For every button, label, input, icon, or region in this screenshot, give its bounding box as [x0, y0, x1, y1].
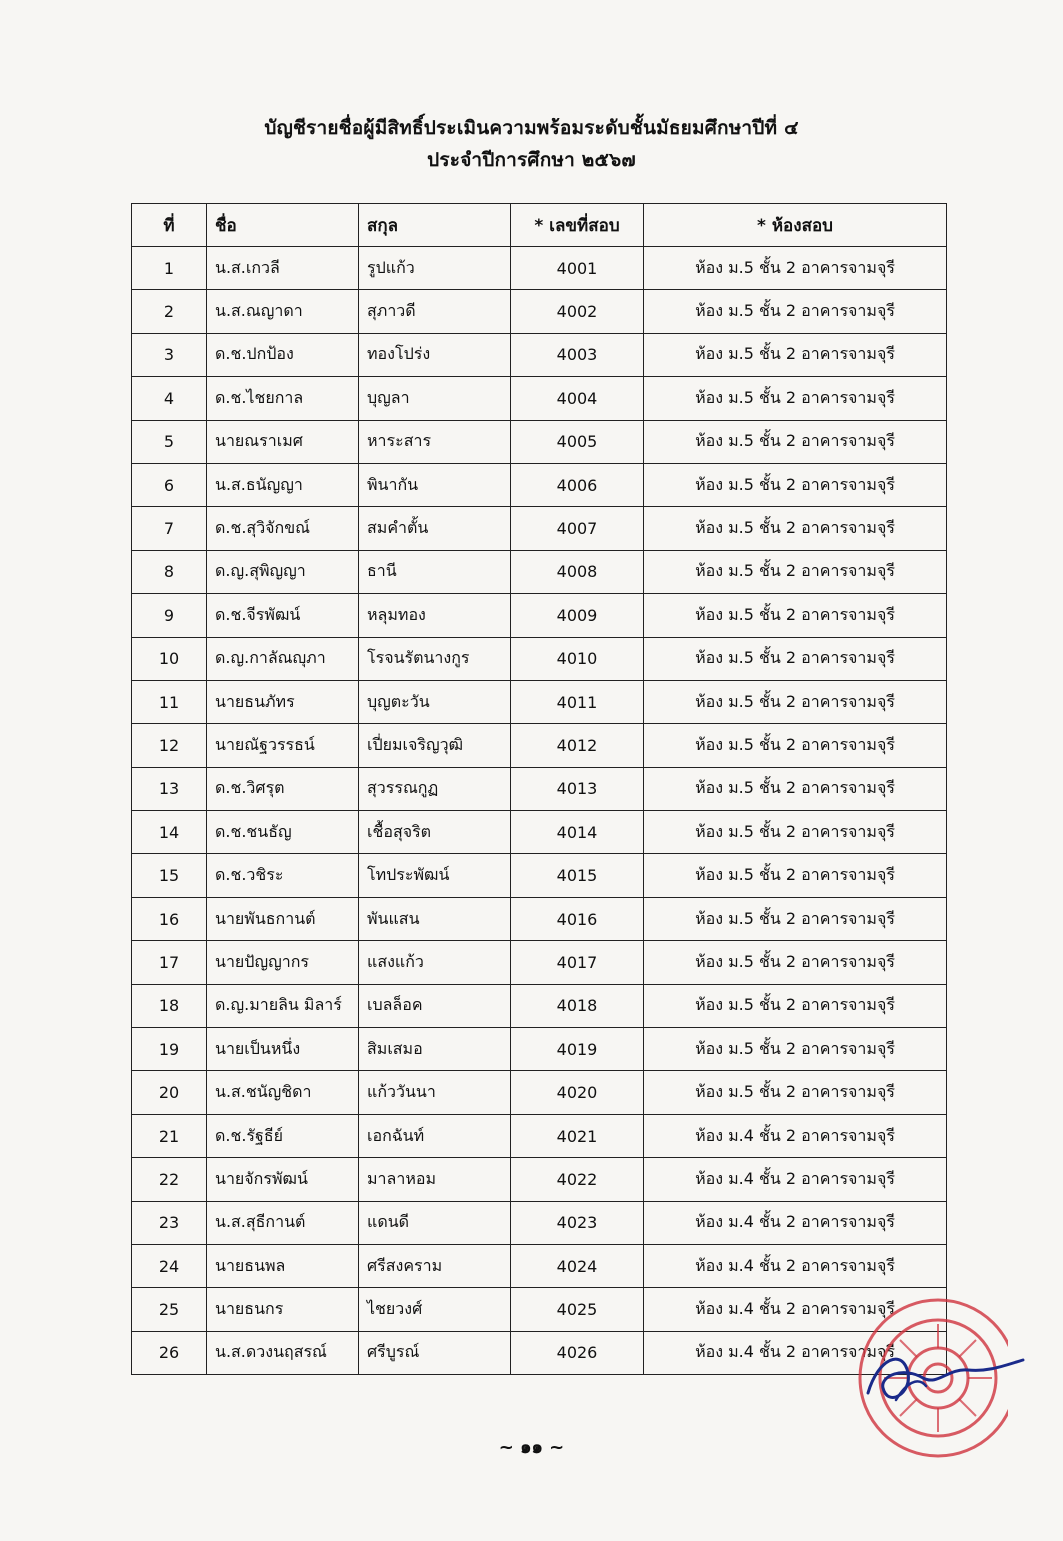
cell-exam-id: 4011 — [511, 680, 644, 723]
cell-exam-id: 4006 — [511, 463, 644, 506]
cell-exam-room: ห้อง ม.4 ชั้น 2 อาคารจามจุรี — [644, 1114, 947, 1157]
cell-no: 16 — [132, 897, 207, 940]
cell-exam-room: ห้อง ม.5 ชั้น 2 อาคารจามจุรี — [644, 333, 947, 376]
cell-last-name: พินากัน — [359, 463, 511, 506]
page-number: ~ ๑๑ ~ — [498, 1437, 565, 1458]
cell-exam-room: ห้อง ม.5 ชั้น 2 อาคารจามจุรี — [644, 767, 947, 810]
cell-last-name: สุวรรณกูฏ — [359, 767, 511, 810]
table-row — [132, 1331, 947, 1374]
cell-exam-id: 4014 — [511, 811, 644, 854]
cell-first-name: ด.ช.รัฐธีย์ — [207, 1114, 359, 1157]
cell-last-name: โทประพัฒน์ — [359, 854, 511, 897]
table-row — [132, 1028, 947, 1071]
cell-exam-room: ห้อง ม.5 ชั้น 2 อาคารจามจุรี — [644, 1028, 947, 1071]
document-subtitle: ประจำปีการศึกษา ๒๕๖๗ — [427, 149, 636, 171]
cell-exam-id: 4018 — [511, 984, 644, 1027]
cell-exam-room: ห้อง ม.4 ชั้น 2 อาคารจามจุรี — [644, 1244, 947, 1287]
cell-exam-room: ห้อง ม.5 ชั้น 2 อาคารจามจุรี — [644, 420, 947, 463]
cell-no: 26 — [132, 1331, 207, 1374]
cell-first-name: นายเป็นหนึ่ง — [207, 1028, 359, 1071]
cell-last-name: สิมเสมอ — [359, 1028, 511, 1071]
cell-exam-id: 4022 — [511, 1158, 644, 1201]
table-row — [132, 507, 947, 550]
cell-exam-room: ห้อง ม.5 ชั้น 2 อาคารจามจุรี — [644, 463, 947, 506]
cell-exam-room: ห้อง ม.4 ชั้น 2 อาคารจามจุรี — [644, 1158, 947, 1201]
cell-last-name: รูปแก้ว — [359, 247, 511, 290]
table-row — [132, 767, 947, 810]
cell-no: 14 — [132, 811, 207, 854]
header-no: ที่ — [132, 204, 207, 247]
table-row — [132, 854, 947, 897]
roster-table — [131, 203, 947, 1375]
cell-exam-room: ห้อง ม.5 ชั้น 2 อาคารจามจุรี — [644, 594, 947, 637]
cell-last-name: สุภาวดี — [359, 290, 511, 333]
roster-body — [132, 247, 947, 1375]
cell-exam-room: ห้อง ม.5 ชั้น 2 อาคารจามจุรี — [644, 637, 947, 680]
cell-no: 19 — [132, 1028, 207, 1071]
cell-exam-id: 4017 — [511, 941, 644, 984]
document-title: บัญชีรายชื่อผู้มีสิทธิ์ประเมินความพร้อมระดับชั้นมัธยมศึกษาปีที่ ๔ — [264, 117, 799, 139]
cell-no: 10 — [132, 637, 207, 680]
cell-no: 17 — [132, 941, 207, 984]
cell-first-name: นายธนพล — [207, 1244, 359, 1287]
cell-exam-room: ห้อง ม.5 ชั้น 2 อาคารจามจุรี — [644, 550, 947, 593]
cell-first-name: ด.ช.ไชยกาล — [207, 377, 359, 420]
cell-last-name: เอกฉันท์ — [359, 1114, 511, 1157]
table-row — [132, 637, 947, 680]
cell-first-name: นายธนภัทร — [207, 680, 359, 723]
cell-exam-room: ห้อง ม.4 ชั้น 2 อาคารจามจุรี — [644, 1288, 947, 1331]
cell-exam-id: 4019 — [511, 1028, 644, 1071]
table-row — [132, 550, 947, 593]
cell-first-name: ด.ช.วชิระ — [207, 854, 359, 897]
cell-no: 7 — [132, 507, 207, 550]
cell-no: 21 — [132, 1114, 207, 1157]
table-row — [132, 1288, 947, 1331]
cell-no: 18 — [132, 984, 207, 1027]
cell-last-name: บุญตะวัน — [359, 680, 511, 723]
cell-exam-room: ห้อง ม.5 ชั้น 2 อาคารจามจุรี — [644, 1071, 947, 1114]
cell-exam-room: ห้อง ม.5 ชั้น 2 อาคารจามจุรี — [644, 897, 947, 940]
cell-exam-id: 4023 — [511, 1201, 644, 1244]
cell-no: 24 — [132, 1244, 207, 1287]
cell-first-name: ด.ช.สุวิจักขณ์ — [207, 507, 359, 550]
cell-first-name: น.ส.สุธีกานต์ — [207, 1201, 359, 1244]
cell-first-name: นายพันธกานต์ — [207, 897, 359, 940]
cell-last-name: ทองโปร่ง — [359, 333, 511, 376]
header-exam-room: * ห้องสอบ — [644, 204, 947, 247]
table-row — [132, 811, 947, 854]
table-row — [132, 594, 947, 637]
cell-no: 11 — [132, 680, 207, 723]
cell-no: 25 — [132, 1288, 207, 1331]
cell-first-name: ด.ญ.มายลิน มิลาร์ — [207, 984, 359, 1027]
cell-last-name: แดนดี — [359, 1201, 511, 1244]
cell-no: 8 — [132, 550, 207, 593]
cell-last-name: เปี่ยมเจริญวุฒิ — [359, 724, 511, 767]
cell-exam-id: 4009 — [511, 594, 644, 637]
cell-exam-room: ห้อง ม.5 ชั้น 2 อาคารจามจุรี — [644, 290, 947, 333]
cell-first-name: นายปัญญากร — [207, 941, 359, 984]
cell-exam-id: 4007 — [511, 507, 644, 550]
table-header-row — [132, 204, 947, 247]
cell-exam-room: ห้อง ม.5 ชั้น 2 อาคารจามจุรี — [644, 811, 947, 854]
cell-exam-id: 4024 — [511, 1244, 644, 1287]
cell-no: 12 — [132, 724, 207, 767]
cell-last-name: หลุมทอง — [359, 594, 511, 637]
table-row — [132, 1114, 947, 1157]
table-row — [132, 1244, 947, 1287]
cell-first-name: น.ส.ดวงนฤสรณ์ — [207, 1331, 359, 1374]
table-row — [132, 984, 947, 1027]
cell-exam-id: 4021 — [511, 1114, 644, 1157]
table-row — [132, 1201, 947, 1244]
header-first-name: ชื่อ — [207, 204, 359, 247]
cell-last-name: ศรีสงคราม — [359, 1244, 511, 1287]
cell-exam-id: 4025 — [511, 1288, 644, 1331]
cell-first-name: นายธนกร — [207, 1288, 359, 1331]
cell-no: 20 — [132, 1071, 207, 1114]
header-exam-id: * เลขที่สอบ — [511, 204, 644, 247]
cell-no: 13 — [132, 767, 207, 810]
cell-exam-room: ห้อง ม.4 ชั้น 2 อาคารจามจุรี — [644, 1201, 947, 1244]
cell-last-name: สมคำตั้น — [359, 507, 511, 550]
cell-last-name: พันแสน — [359, 897, 511, 940]
cell-exam-id: 4004 — [511, 377, 644, 420]
cell-exam-room: ห้อง ม.4 ชั้น 2 อาคารจามจุรี — [644, 1331, 947, 1374]
cell-last-name: หาระสาร — [359, 420, 511, 463]
table-row — [132, 1071, 947, 1114]
cell-no: 4 — [132, 377, 207, 420]
cell-exam-room: ห้อง ม.5 ชั้น 2 อาคารจามจุรี — [644, 680, 947, 723]
cell-no: 1 — [132, 247, 207, 290]
cell-no: 6 — [132, 463, 207, 506]
cell-first-name: นายณราเมศ — [207, 420, 359, 463]
table-row — [132, 333, 947, 376]
header-last-name: สกุล — [359, 204, 511, 247]
cell-exam-id: 4002 — [511, 290, 644, 333]
cell-first-name: น.ส.ชนัญชิดา — [207, 1071, 359, 1114]
cell-exam-room: ห้อง ม.5 ชั้น 2 อาคารจามจุรี — [644, 724, 947, 767]
table-row — [132, 463, 947, 506]
cell-last-name: แสงแก้ว — [359, 941, 511, 984]
cell-first-name: ด.ญ.สุพิญญา — [207, 550, 359, 593]
cell-first-name: น.ส.เกวลี — [207, 247, 359, 290]
cell-no: 5 — [132, 420, 207, 463]
cell-no: 9 — [132, 594, 207, 637]
cell-first-name: ด.ญ.กาลัณญุภา — [207, 637, 359, 680]
cell-exam-id: 4008 — [511, 550, 644, 593]
table-row — [132, 941, 947, 984]
cell-last-name: เชื้อสุจริต — [359, 811, 511, 854]
cell-exam-room: ห้อง ม.5 ชั้น 2 อาคารจามจุรี — [644, 854, 947, 897]
cell-exam-id: 4016 — [511, 897, 644, 940]
cell-exam-id: 4010 — [511, 637, 644, 680]
cell-exam-room: ห้อง ม.5 ชั้น 2 อาคารจามจุรี — [644, 941, 947, 984]
cell-last-name: โรจนรัตนางกูร — [359, 637, 511, 680]
cell-last-name: มาลาหอม — [359, 1158, 511, 1201]
cell-exam-room: ห้อง ม.5 ชั้น 2 อาคารจามจุรี — [644, 507, 947, 550]
cell-first-name: น.ส.ธนัญญา — [207, 463, 359, 506]
cell-exam-id: 4001 — [511, 247, 644, 290]
signature-icon — [848, 1338, 1028, 1418]
cell-exam-id: 4003 — [511, 333, 644, 376]
cell-exam-id: 4005 — [511, 420, 644, 463]
cell-exam-id: 4013 — [511, 767, 644, 810]
cell-exam-id: 4015 — [511, 854, 644, 897]
cell-exam-room: ห้อง ม.5 ชั้น 2 อาคารจามจุรี — [644, 377, 947, 420]
cell-no: 23 — [132, 1201, 207, 1244]
cell-last-name: ศรีบูรณ์ — [359, 1331, 511, 1374]
cell-last-name: เบลล็อค — [359, 984, 511, 1027]
cell-no: 2 — [132, 290, 207, 333]
cell-first-name: ด.ช.จีรพัฒน์ — [207, 594, 359, 637]
cell-first-name: ด.ช.ปกป้อง — [207, 333, 359, 376]
cell-exam-id: 4020 — [511, 1071, 644, 1114]
cell-exam-room: ห้อง ม.5 ชั้น 2 อาคารจามจุรี — [644, 984, 947, 1027]
table-row — [132, 897, 947, 940]
cell-last-name: บุญลา — [359, 377, 511, 420]
cell-no: 22 — [132, 1158, 207, 1201]
cell-first-name: ด.ช.วิศรุต — [207, 767, 359, 810]
cell-first-name: นายณัฐวรรธน์ — [207, 724, 359, 767]
table-row — [132, 247, 947, 290]
table-row — [132, 377, 947, 420]
table-row — [132, 724, 947, 767]
cell-first-name: ด.ช.ชนธัญ — [207, 811, 359, 854]
table-row — [132, 1158, 947, 1201]
cell-first-name: น.ส.ณญาดา — [207, 290, 359, 333]
cell-last-name: แก้ววันนา — [359, 1071, 511, 1114]
cell-last-name: ไชยวงศ์ — [359, 1288, 511, 1331]
table-row — [132, 680, 947, 723]
cell-last-name: ธานี — [359, 550, 511, 593]
cell-exam-room: ห้อง ม.5 ชั้น 2 อาคารจามจุรี — [644, 247, 947, 290]
cell-no: 3 — [132, 333, 207, 376]
cell-no: 15 — [132, 854, 207, 897]
cell-first-name: นายจักรพัฒน์ — [207, 1158, 359, 1201]
cell-exam-id: 4026 — [511, 1331, 644, 1374]
cell-exam-id: 4012 — [511, 724, 644, 767]
table-row — [132, 290, 947, 333]
table-row — [132, 420, 947, 463]
